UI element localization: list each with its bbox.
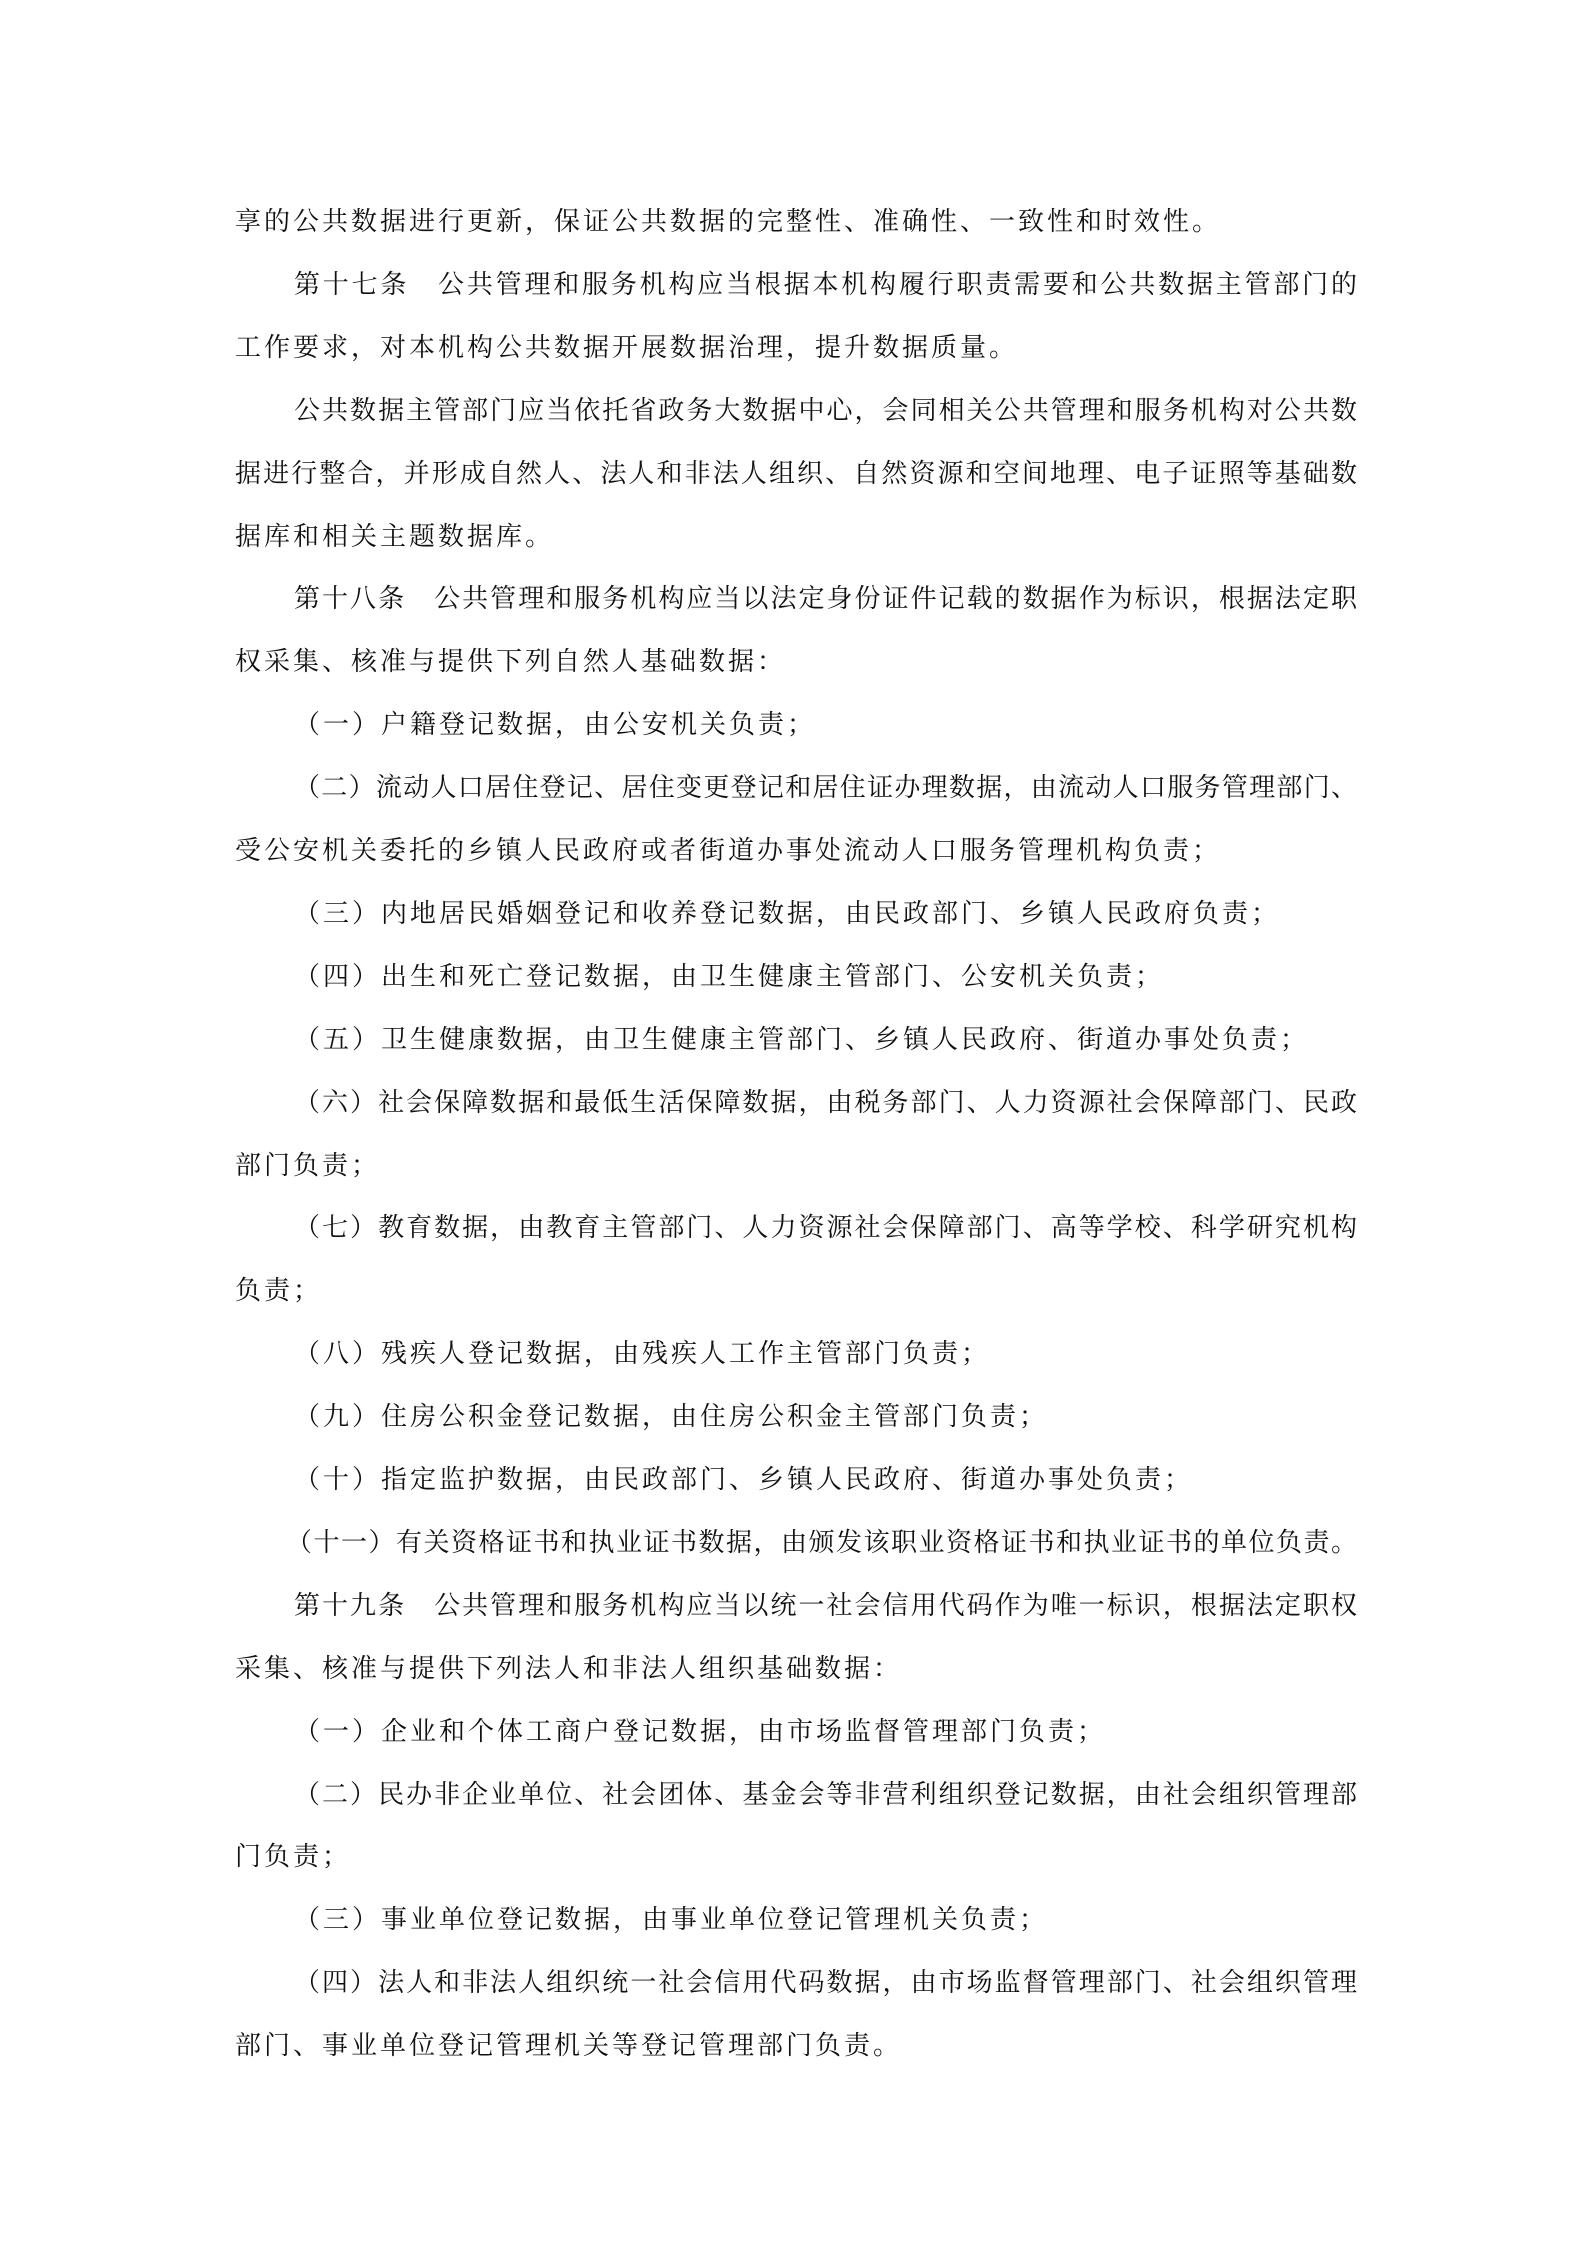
text-line: 第十九条 公共管理和服务机构应当以统一社会信用代码作为唯一标识，根据法定职权 (294, 1590, 1357, 1621)
text-line: （三）内地居民婚姻登记和收养登记数据，由民政部门、乡镇人民政府负责； (294, 898, 1281, 929)
text-line: （二）流动人口居住登记、居住变更登记和居住证办理数据，由流动人口服务管理部门、 (294, 773, 1357, 804)
text-line: （八）残疾人登记数据，由残疾人工作主管部门负责； (294, 1339, 991, 1370)
text-line: （十）指定监护数据，由民政部门、乡镇人民政府、街道办事处负责； (294, 1465, 1194, 1495)
text-line: （一）户籍登记数据，由公安机关负责； (294, 710, 817, 741)
text-line: （十一）有关资格证书和执业证书数据，由颁发该职业资格证书和执业证书的单位负责。 (286, 1527, 1357, 1558)
text-line: （七）教育数据，由教育主管部门、人力资源社会保障部门、高等学校、科学研究机构 (294, 1213, 1357, 1244)
text-line: 享的公共数据进行更新，保证公共数据的完整性、准确性、一致性和时效性。 (235, 207, 1222, 237)
text-line: 受公安机关委托的乡镇人民政府或者街道办事处流动人口服务管理机构负责； (235, 836, 1222, 866)
text-line: 负责； (235, 1276, 323, 1307)
text-line: 采集、核准与提供下列法人和非法人组织基础数据： (235, 1653, 903, 1684)
text-line: 部门负责； (235, 1150, 381, 1181)
text-line: 公共数据主管部门应当依托省政务大数据中心，会同相关公共管理和服务机构对公共数 (294, 395, 1357, 426)
text-line: （三）事业单位登记数据，由事业单位登记管理机关负责； (294, 1905, 1049, 1936)
text-line: 据库和相关主题数据库。 (235, 521, 555, 552)
text-line: （四）法人和非法人组织统一社会信用代码数据，由市场监督管理部门、社会组织管理 (294, 1968, 1357, 1999)
text-line: 权采集、核准与提供下列自然人基础数据： (235, 647, 787, 678)
text-line: 工作要求，对本机构公共数据开展数据治理，提升数据质量。 (235, 332, 1019, 363)
text-line: （一）企业和个体工商户登记数据，由市场监督管理部门负责； (294, 1716, 1107, 1747)
text-line: （二）民办非企业单位、社会团体、基金会等非营利组织登记数据，由社会组织管理部 (294, 1779, 1357, 1810)
text-line: 门负责； (235, 1842, 352, 1873)
text-line: （九）住房公积金登记数据，由住房公积金主管部门负责； (294, 1402, 1049, 1433)
text-line: 第十七条 公共管理和服务机构应当根据本机构履行职责需要和公共数据主管部门的 (294, 269, 1357, 300)
text-line: 部门、事业单位登记管理机关等登记管理部门负责。 (235, 2031, 903, 2062)
text-line: （四）出生和死亡登记数据，由卫生健康主管部门、公安机关负责； (294, 961, 1165, 992)
text-line: （五）卫生健康数据，由卫生健康主管部门、乡镇人民政府、街道办事处负责； (294, 1024, 1310, 1055)
text-line: 据进行整合，并形成自然人、法人和非法人组织、自然资源和空间地理、电子证照等基础数 (235, 458, 1357, 489)
text-line: （六）社会保障数据和最低生活保障数据，由税务部门、人力资源社会保障部门、民政 (294, 1087, 1357, 1118)
text-line: 第十八条 公共管理和服务机构应当以法定身份证件记载的数据作为标识，根据法定职 (294, 584, 1357, 615)
